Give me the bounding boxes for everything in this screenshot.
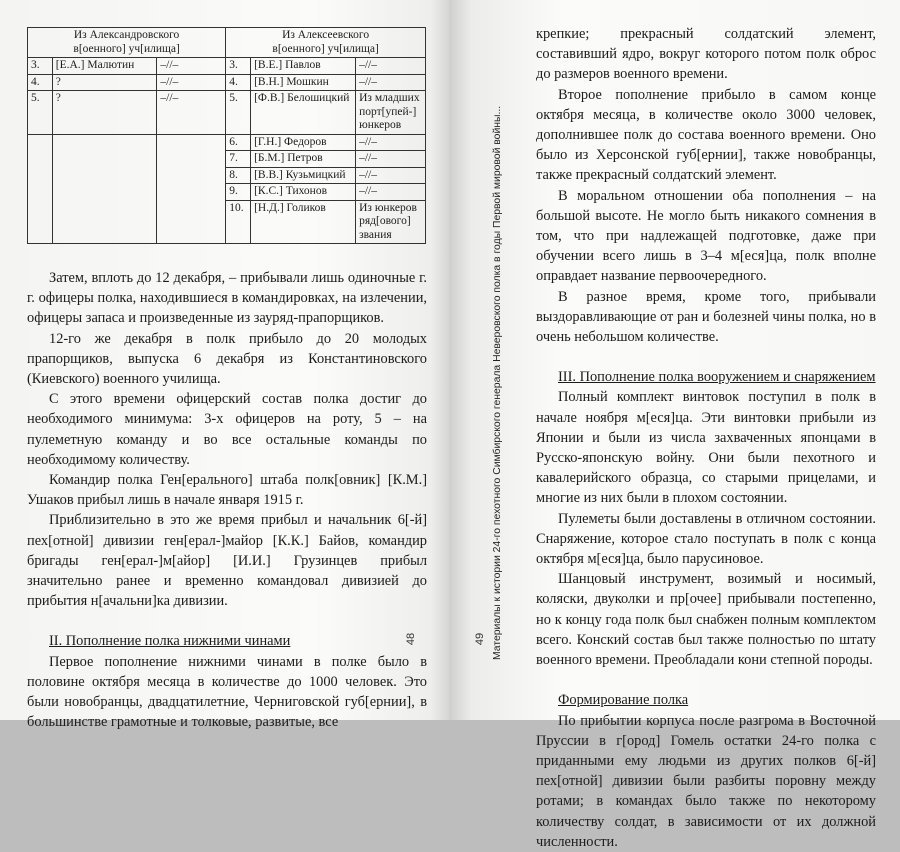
paragraph: Первое пополнение нижними чинами в полке было в половине октября месяца в количестве до 1000 человек. Это были новобранцы, двадцатилетние, Черниговской губ[ернии], в большинстве грамотные и толковые, развитые, все	[27, 653, 427, 731]
table-cell: [Н.Д.] Голиков	[251, 200, 356, 244]
spacer	[536, 670, 876, 690]
table-cell: –//–	[356, 134, 426, 151]
table-cell: –//–	[356, 167, 426, 184]
table-cell: Из юнкеров ряд[ового] звания	[356, 200, 426, 244]
spacer	[27, 611, 427, 631]
section-heading: III. Пополнение полка вооружением и снаряжением	[558, 369, 876, 386]
table-cell: 10.	[226, 200, 251, 244]
paragraph: Затем, вплоть до 12 декабря, – прибывали лишь одиночные г. г. офицеры полка, находившиеся в командировках, на излечении, офицеры запаса и произведенные из зауряд-прапорщиков.	[27, 270, 427, 327]
table-cell: 4.	[226, 74, 251, 91]
right-body-text	[536, 24, 876, 852]
paragraph: Второе пополнение прибыло в самом конце октября месяца, в количестве около 3000 человек, дополнившее полк до состава военного времени. Оно было из Херсонской губ[ернии], также новобранцы, также прекрасный солдатский элемент.	[536, 86, 876, 184]
table-cell: [В.В.] Кузьмицкий	[251, 167, 356, 184]
table-cell: –//–	[356, 151, 426, 168]
table-cell: [Е.А.] Малютин	[52, 58, 157, 75]
table-cell: [В.Н.] Мошкин	[251, 74, 356, 91]
paragraph: Командир полка Ген[ерального] штаба полк[овник] [К.М.] Ушаков прибыл лишь в начале января 1915 г.	[27, 472, 427, 509]
table-cell: –//–	[356, 74, 426, 91]
left-page	[0, 0, 449, 731]
paragraph: Приблизительно в это же время прибыл и начальник 6[-й] пех[отной] дивизии ген[ерал-]майор [К.К.] Байов, командир бригады ген[ерал-]м[айор] [И.И.] Грузинцев прибыл значительно ранее и временно командовал дивизией до прибытия н[ачальни]ка дивизии.	[27, 512, 427, 610]
table-header-right	[226, 28, 426, 58]
table-cell: 9.	[226, 184, 251, 201]
paragraph: Шанцовый инструмент, возимый и носимый, коляски, двуколки и пр[очее] прибывали постепенно, но к концу года полк был снабжен полным комплектом всего. Конский состав был также полностью по штату военного времени. Преобладали кони степной породы.	[536, 571, 876, 669]
table-cell: [В.Е.] Павлов	[251, 58, 356, 75]
spacer	[536, 347, 876, 367]
paragraph: С этого времени офицерский состав полка достиг до необходимого минимума: 3-х офицеров на роту, 5 – на пулеметную команду и во все остальные команды по необходимому количеству.	[27, 391, 427, 468]
page-number-right: 49	[474, 632, 487, 646]
paragraph: крепкие; прекрасный солдатский элемент, составивший ядро, вокруг которого потом полк оброс до размеров военного времени.	[536, 26, 876, 83]
table-header-left-line2: в[оенного] уч[илища]	[73, 42, 180, 55]
left-body-text	[27, 268, 427, 732]
table-cell: –//–	[356, 184, 426, 201]
table-cell: [Г.Н.] Федоров	[251, 134, 356, 151]
table-cell-empty	[52, 134, 157, 244]
paragraph: По прибытии корпуса после разгрома в Восточной Пруссии в г[ород] Гомель остатки 24-го полка с приданными ему людьми из других полков 6[-й] пех[отной] дивизии были разбиты поровну между ротами; в командах было также по некоторому количеству солдат, в зависимости от их должной численности.	[536, 712, 876, 850]
running-title: Материалы к истории 24-го пехотного Симбирского генерала Неверовского полка в годы Первой мировой войны...	[492, 105, 503, 660]
table-cell: 7.	[226, 151, 251, 168]
paragraph: В моральном отношении оба пополнения – на большой высоте. Не могло быть никакого сомнения в том, что при надлежащей подготовке, даже при обучении всего лишь в 3–4 м[еся]ца, полк вполне оправдает название первоочередного.	[536, 187, 876, 285]
table-cell-empty	[157, 134, 226, 244]
table-cell: ?	[52, 91, 157, 135]
officers-table	[27, 27, 426, 244]
section-heading: Формирование полка	[558, 692, 689, 709]
paragraph: 12-го же декабря в полк прибыло до 20 молодых прапорщиков, выпуска 6 декабря из Константиновского (Киевского) военного училища.	[27, 330, 427, 388]
table-cell: 3.	[28, 58, 53, 75]
table-header-left-line1: Из Александровского	[73, 29, 180, 41]
table-header-right-line2: в[оенного] уч[илища]	[272, 42, 379, 55]
table-cell: –//–	[157, 58, 226, 75]
table-cell: 6.	[226, 134, 251, 151]
table-cell: [Б.М.] Петров	[251, 151, 356, 168]
table-cell-empty	[28, 134, 53, 244]
table-cell: [Ф.В.] Белошицкий	[251, 91, 356, 135]
table-cell: 5.	[28, 91, 53, 135]
table-cell: –//–	[356, 58, 426, 75]
page-number-left: 48	[405, 632, 418, 646]
table-header-right-line1: Из Алексеевского	[282, 29, 370, 41]
table-cell: 4.	[28, 74, 53, 91]
table-cell: 8.	[226, 167, 251, 184]
table-row	[28, 91, 426, 135]
paragraph: Пулеметы были доставлены в отличном состоянии. Снаряжение, которое стало поступать в полк с конца октября м[еся]ца, было парусиновое.	[536, 510, 876, 568]
table-cell: [К.С.] Тихонов	[251, 184, 356, 201]
table-cell: –//–	[157, 91, 226, 135]
table-cell: Из младших порт[упей-] юнкеров	[356, 91, 426, 135]
table-row	[28, 134, 426, 151]
table-row	[28, 74, 426, 91]
table-row	[28, 58, 426, 75]
paragraph: В разное время, кроме того, прибывали выздоравливающие от ран и болезней чины полка, но в очень небольшом количестве.	[536, 288, 876, 346]
table-cell: –//–	[157, 74, 226, 91]
table-cell: 5.	[226, 91, 251, 135]
table-cell: ?	[52, 74, 157, 91]
table-cell: 3.	[226, 58, 251, 75]
paragraph: Полный комплект винтовок поступил в полк в начале ноября м[еся]ца. Эти винтовки прибыли из Японии и были из числа захваченных японцами в Русско-японскую войну. Они были пехотного и кавалерийского образца, со старыми прицелами, и многие из них были в плохом состоянии.	[536, 389, 876, 507]
section-heading: II. Пополнение полка нижними чинами	[49, 633, 291, 650]
table-header-left	[28, 28, 226, 58]
right-page	[449, 0, 900, 850]
table-header-row	[28, 28, 426, 58]
